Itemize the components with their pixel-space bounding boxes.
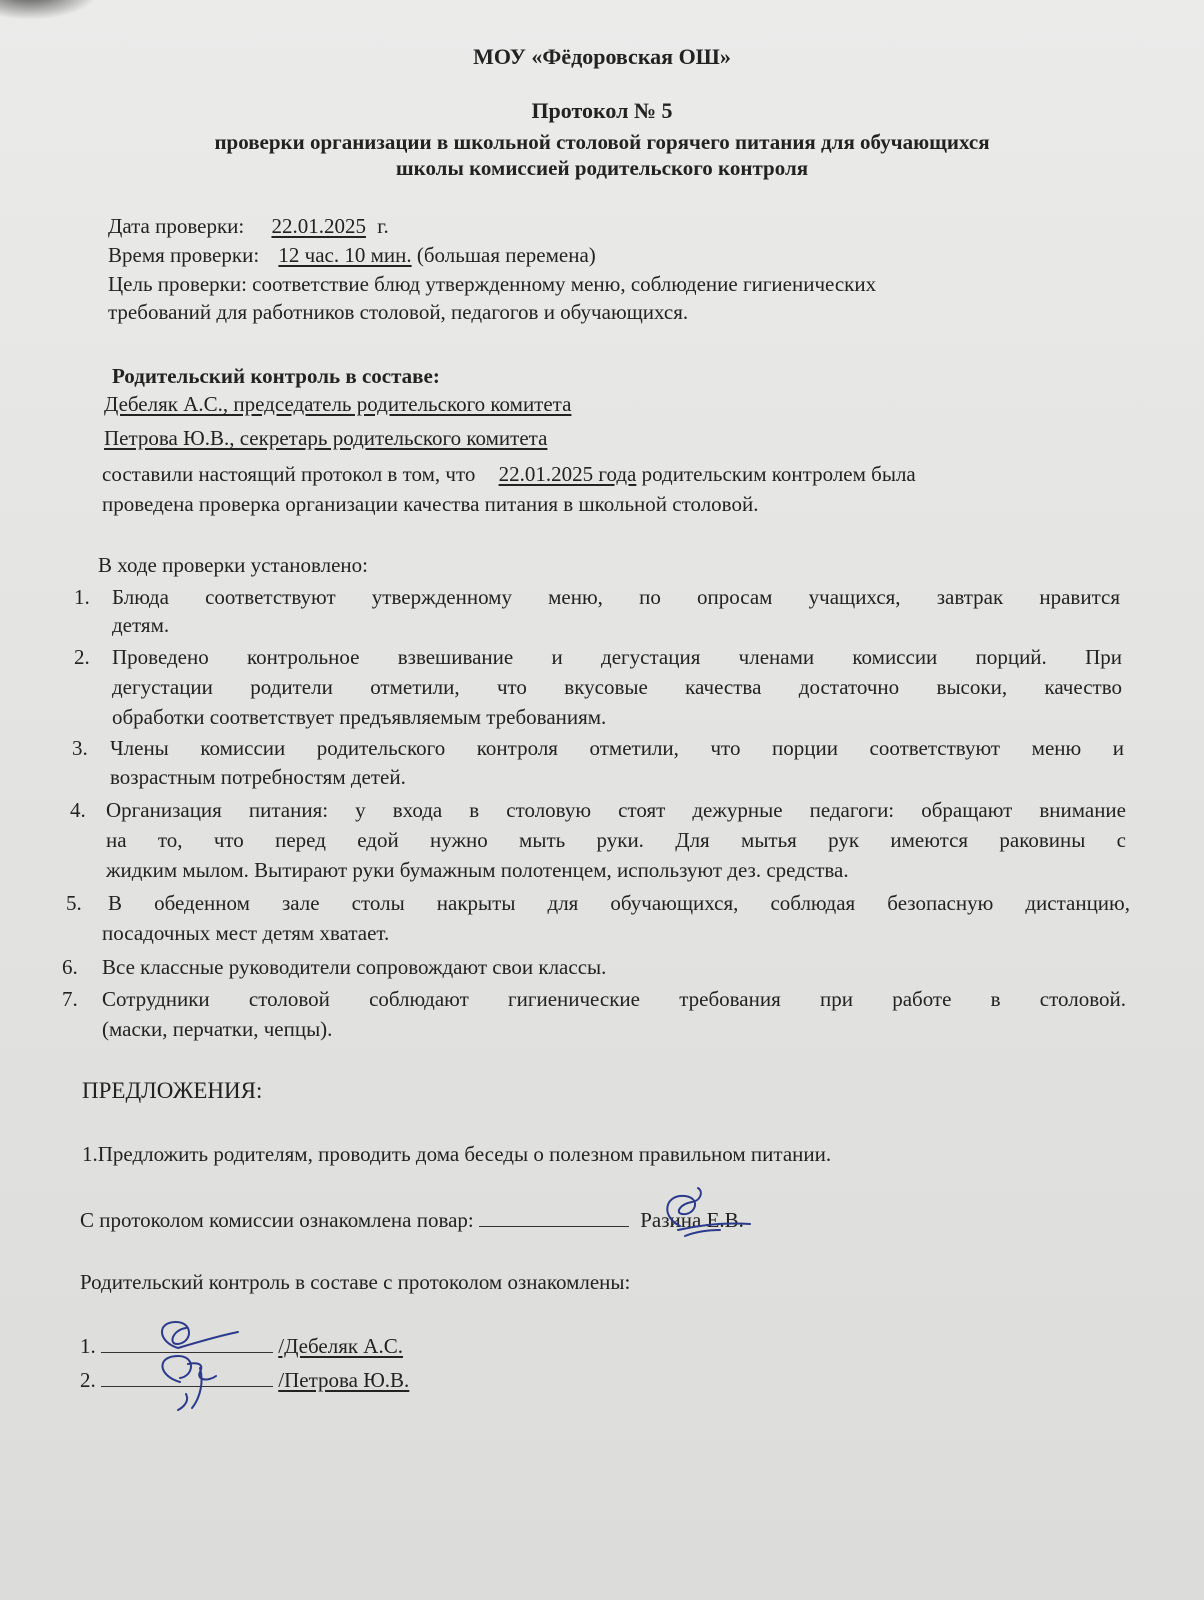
protocol-title: Протокол № 5 (531, 98, 673, 123)
sign2-num: 2. (80, 1368, 96, 1392)
commission-heading: Родительский контроль в составе: (112, 364, 440, 388)
protocol-subtitle-line2: школы комиссией родительского контроля (395, 156, 809, 180)
finding-5-line1: В обеденном зале столы накрыты для обучающихся, соблюдая безопасную дистанцию, (108, 891, 1130, 915)
finding-4-line1: Организация питания: у входа в столовую стоят дежурные педагоги: обращают внимание (106, 798, 1126, 822)
statement-date: 22.01.2025 года (498, 462, 637, 486)
time-value: 12 час. 10 мин. (278, 243, 412, 267)
cook-name: Разина Е.В. (640, 1208, 744, 1232)
finding-6-line1: Все классные руководители сопровождают свои классы. (102, 955, 607, 979)
date-suffix: г. (377, 214, 389, 238)
statement-suffix: родительским контролем была (641, 462, 916, 486)
commission-statement-line2: проведена проверка организации качества питания в школьной столовой. (102, 492, 759, 516)
sign2-name: /Петрова Ю.В. (278, 1368, 410, 1392)
finding-3-line2: возрастным потребностям детей. (110, 765, 406, 789)
photo-shadow (0, 0, 100, 20)
check-goal-line1: Цель проверки: соответствие блюд утвержденному меню, соблюдение гигиенических (108, 272, 877, 296)
finding-2-num: 2. (74, 645, 90, 669)
finding-7-num: 7. (62, 987, 78, 1011)
finding-6-num: 6. (62, 955, 78, 979)
commission-statement (102, 462, 916, 487)
time-label: Время проверки: (108, 243, 260, 267)
finding-7-line1: Сотрудники столовой соблюдают гигиенические требования при работе в столовой. (102, 987, 1126, 1011)
finding-1-line2: детям. (112, 613, 170, 637)
cook-signature-image (640, 1186, 760, 1248)
time-suffix: (большая перемена) (416, 243, 596, 267)
protocol-subtitle-line1: проверки организации в школьной столовой горячего питания для обучающихся (214, 130, 990, 154)
sign1-num: 1. (80, 1334, 96, 1358)
finding-2-line3: обработки соответствует предъявляемым требованиям. (112, 705, 607, 729)
date-label: Дата проверки: (108, 214, 245, 238)
parents-acknowledgement: Родительский контроль в составе с протоколом ознакомлены: (80, 1270, 631, 1294)
finding-5-line2: посадочных мест детям хватает. (102, 921, 390, 945)
proposal-1: 1.Предложить родителям, проводить дома беседы о полезном правильном питании. (82, 1142, 832, 1166)
proposals-heading: ПРЕДЛОЖЕНИЯ: (82, 1078, 263, 1103)
cook-text: С протоколом комиссии ознакомлена повар: (80, 1208, 474, 1232)
finding-2-line1: Проведено контрольное взвешивание и дегустация членами комиссии порций. При (112, 645, 1122, 669)
finding-2-line2: дегустации родители отметили, что вкусовые качества достаточно высоки, качество (112, 675, 1122, 699)
finding-3-line1: Члены комиссии родительского контроля отметили, что порции соответствуют меню и (110, 736, 1124, 760)
finding-4-line3: жидким мылом. Вытирают руки бумажным полотенцем, используют дез. средства. (106, 858, 849, 882)
finding-4-line2: на то, что перед едой нужно мыть руки. Для мытья рук имеются раковины с (106, 828, 1126, 852)
check-date (108, 214, 389, 239)
commission-member-1: Дебеляк А.С., председатель родительского комитета (104, 392, 572, 416)
commission-member-2: Петрова Ю.В., секретарь родительского комитета (104, 426, 548, 450)
sign1-name: /Дебеляк А.С. (278, 1334, 403, 1358)
school-name: МОУ «Фёдоровская ОШ» (473, 44, 731, 69)
finding-5-num: 5. (66, 891, 82, 915)
finding-3-num: 3. (72, 736, 88, 760)
finding-4-num: 4. (70, 798, 86, 822)
finding-1-num: 1. (74, 585, 90, 609)
check-time (108, 243, 596, 268)
parent-signatures-image (138, 1312, 258, 1412)
statement-prefix: составили настоящий протокол в том, что (102, 462, 476, 486)
finding-7-line2: (маски, перчатки, чепцы). (102, 1017, 333, 1041)
date-value: 22.01.2025 (271, 214, 366, 238)
cook-signature-line (479, 1208, 629, 1227)
check-goal-line2: требований для работников столовой, педагогов и обучающихся. (108, 300, 689, 324)
finding-1-line1: Блюда соответствуют утвержденному меню, по опросам учащихся, завтрак нравится (112, 585, 1120, 609)
findings-heading: В ходе проверки установлено: (98, 553, 368, 577)
